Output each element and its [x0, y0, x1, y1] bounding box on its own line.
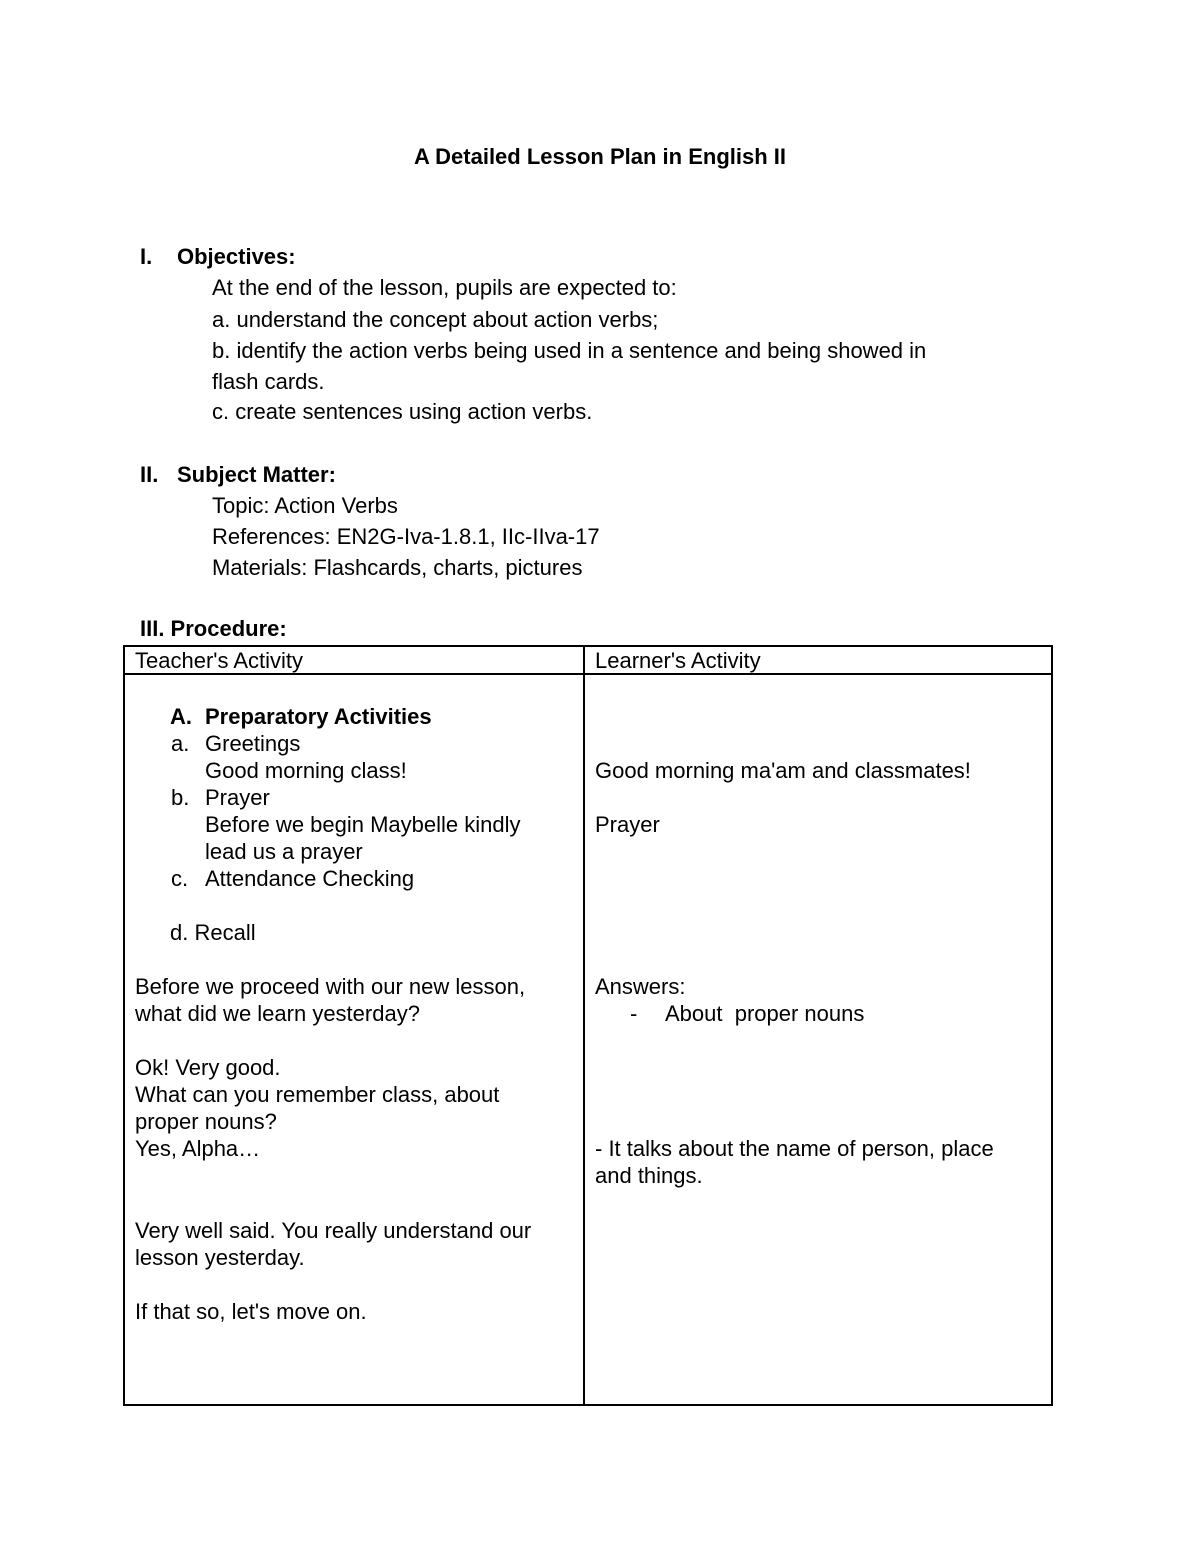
- teacher-line: Greetings: [205, 731, 301, 756]
- procedure-table: [123, 645, 1053, 1406]
- learner-prayer: Prayer: [595, 812, 660, 837]
- teacher-line: Ok! Very good.: [135, 1055, 281, 1080]
- learner-line: and things.: [595, 1163, 703, 1188]
- list-marker: a.: [171, 731, 190, 756]
- objective-item: b. identify the action verbs being used in a sentence and being showed in: [212, 338, 927, 363]
- teacher-line: Before we begin Maybelle kindly: [205, 812, 521, 837]
- subject-matter-topic: Topic: Action Verbs: [212, 493, 398, 518]
- objective-item: c. create sentences using action verbs.: [212, 399, 593, 424]
- section-marker: A.: [170, 704, 192, 729]
- objective-item: a. understand the concept about action verbs;: [212, 307, 659, 332]
- teacher-line: proper nouns?: [135, 1109, 277, 1134]
- learner-answers-label: Answers:: [595, 974, 686, 999]
- teacher-line: lesson yesterday.: [135, 1245, 305, 1270]
- teacher-line: Good morning class!: [205, 758, 407, 783]
- objectives-intro: At the end of the lesson, pupils are expected to:: [212, 275, 677, 300]
- teacher-line: lead us a prayer: [205, 839, 363, 864]
- list-marker: c.: [171, 866, 189, 891]
- learner-greeting: Good morning ma'am and classmates!: [595, 758, 971, 783]
- teacher-line: If that so, let's move on.: [135, 1299, 367, 1324]
- column-header-teacher: Teacher's Activity: [135, 648, 304, 673]
- subject-matter-references: References: EN2G-Iva-1.8.1, IIc-IIva-17: [212, 524, 600, 549]
- objectives-numeral: I.: [140, 244, 153, 269]
- list-marker: b.: [171, 785, 190, 810]
- teacher-line: Attendance Checking: [205, 866, 415, 891]
- page-title: A Detailed Lesson Plan in English II: [413, 144, 787, 169]
- teacher-line: Yes, Alpha…: [135, 1136, 261, 1161]
- subject-matter-numeral: II.: [140, 462, 159, 487]
- teacher-line: What can you remember class, about: [135, 1082, 500, 1107]
- teacher-line: what did we learn yesterday?: [135, 1001, 420, 1026]
- teacher-line: Before we proceed with our new lesson,: [135, 974, 526, 999]
- column-header-learner: Learner's Activity: [595, 648, 761, 673]
- procedure-heading: III. Procedure:: [140, 616, 287, 641]
- subject-matter-heading: Subject Matter:: [177, 462, 336, 487]
- subject-matter-materials: Materials: Flashcards, charts, pictures: [212, 555, 583, 580]
- learner-line: - It talks about the name of person, place: [595, 1136, 994, 1161]
- section-title: Preparatory Activities: [205, 704, 432, 729]
- teacher-line: Prayer: [205, 785, 270, 810]
- recall-label: d. Recall: [170, 920, 256, 945]
- learner-answer-dash: -: [630, 1001, 638, 1026]
- objectives-heading: Objectives:: [177, 244, 296, 269]
- objective-item: flash cards.: [212, 369, 325, 394]
- teacher-line: Very well said. You really understand our: [135, 1218, 532, 1243]
- column-divider: [583, 647, 585, 1404]
- learner-answer: About proper nouns: [665, 1001, 865, 1026]
